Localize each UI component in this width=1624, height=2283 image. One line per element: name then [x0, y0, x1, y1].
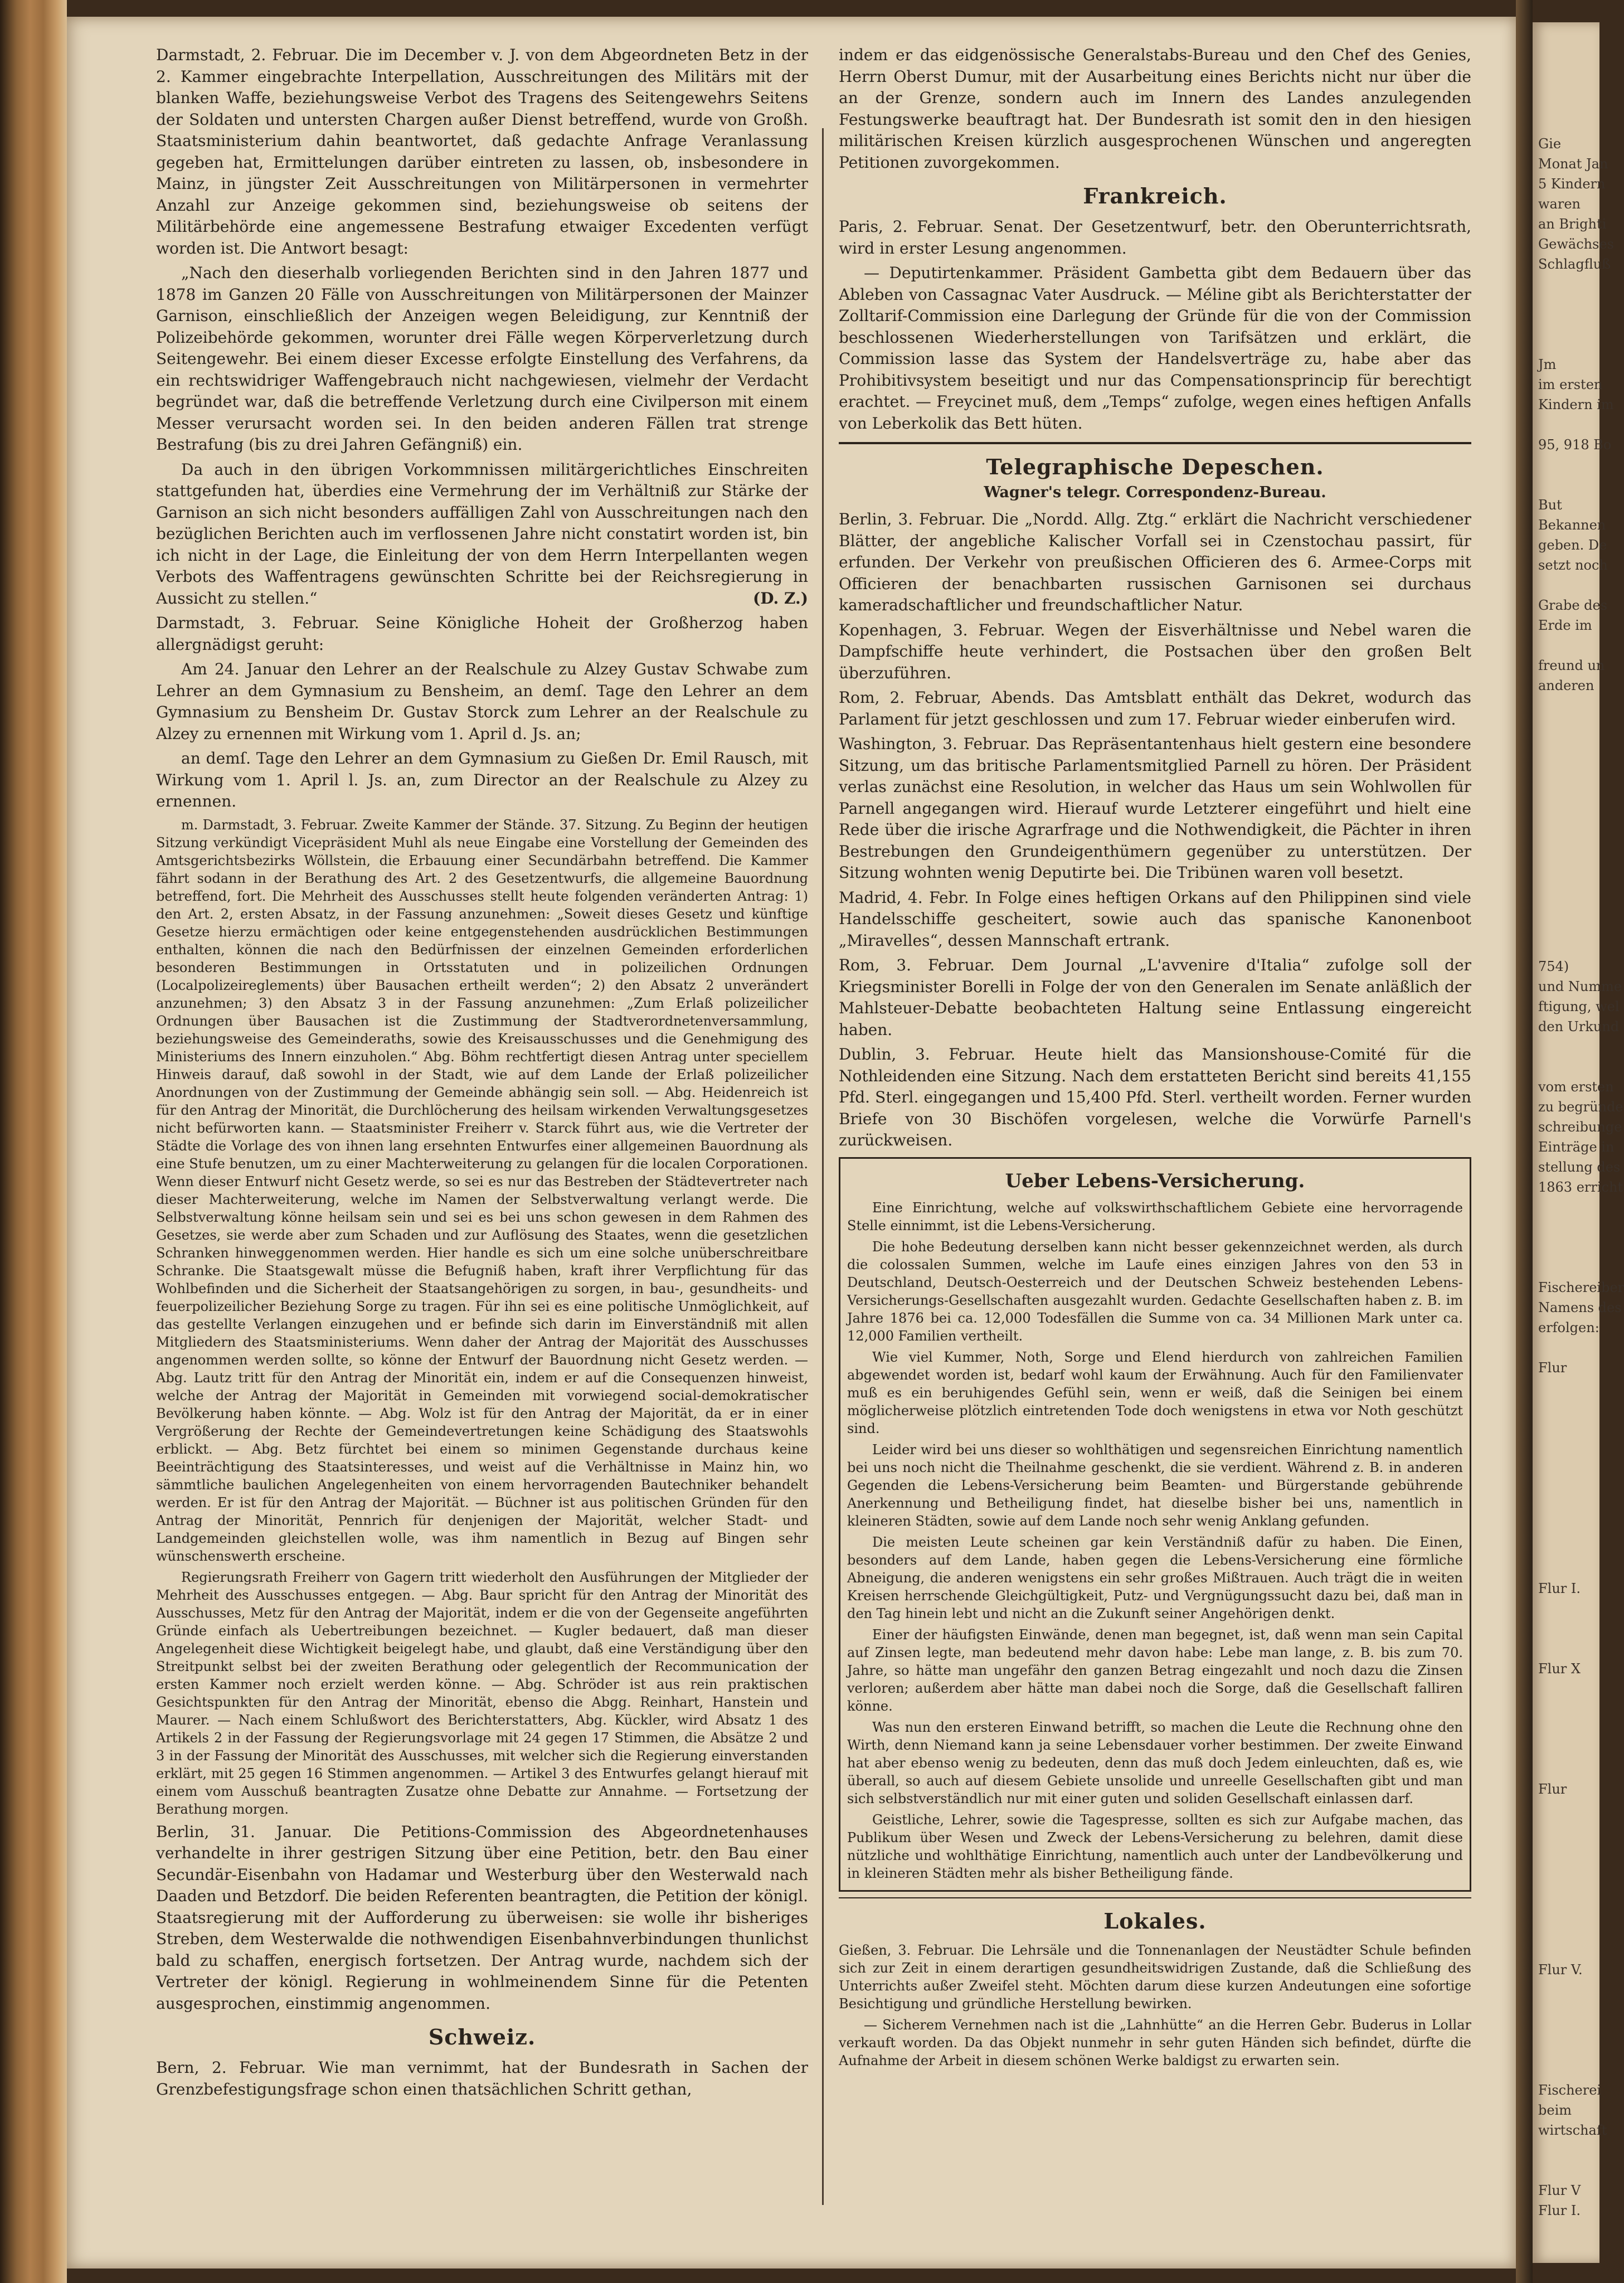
article-darmstadt-appointments: Darmstadt, 3. Februar. Seine Königliche Hoheit der Großherzog haben allergnädigst geruht: — [156, 614, 808, 654]
local-giessen-schule: Gießen, 3. Februar. Die Lehrsäle und die Tonnenanlagen der Neustädter Schule befinden sich zur Zeit in einem derartigen gesundheitswidrigen Zustande, daß die Schließung des Unterrichts außer Zweifel steht. Möchten darum diese kurzen Andeutungen eine sofortige Besichtigung und gründliche Herstellung bewirken. — [839, 1942, 1471, 2012]
section-heading-lokales: Lokales. — [1103, 1908, 1207, 1934]
article-box-lebensversicherung — [839, 1157, 1471, 1892]
source-signature: (D. Z.) — [753, 589, 808, 608]
article-paris-deputirte: — Deputirtenkammer. Präsident Gambetta gibt dem Bedauern über das Ableben von Cassagnac Vater Ausdruck. — Méline gibt als Berichterstatter der Zolltarif-Commission eine Darlegung der Gründe für die von der Commission beschlossenen Wiederherstellungen von Tarifsätzen und erklärt, die Commission lasse das System der Handelsverträge zu, habe aber das Prohibitivsystem beseitigt und nur das Compensationsprincip für berechtigt erachtet. — Freycinet muß, dem „Temps“ zufolge, wegen eines heftigen Anfalls von Leberkolik das Bett hüten. — [839, 264, 1471, 433]
telegram-dublin: Dublin, 3. Februar. Heute hielt das Mansionshouse-Comité für die Nothleidenden eine Sitzung. Nach dem erstatteten Bericht sind bereits 41,155 Pfd. Sterl. eingegangen und 15,400 Pfd. Sterl. vertheilt worden. Ferner wurden Briefe von 30 Bischöfen vorgelesen, welche die Vorwürfe Parnell's zurückweisen. — [839, 1045, 1471, 1149]
telegram-berlin: Berlin, 3. Februar. Die „Nordd. Allg. Ztg.“ erklärt die Nachricht verschiedener Blätter, der angebliche Kalischer Vorfall sei in Czenstochau passirt, für erfunden. Der Verkehr von preußischen Officieren des 6. Armee-Corps mit Officieren der benachbarten russischen Garnisonen sei durchaus kameradschaftlicher und freundschaftlicher Natur. — [839, 510, 1471, 614]
leben-para-5: Die meisten Leute scheinen gar kein Verständniß dafür zu haben. Die Einen, besonders auf dem Lande, haben gegen die Lebens-Versicherung eine förmliche Abneigung, die anderen wenigstens ein sehr großes Mißtrauen. Auch trägt die in weiten Kreisen herrschende Gleichgültigkeit, Putz- und Vergnügungssucht dazu bei, daß man in den Tag hinein lebt und nicht an die Zukunft seiner Angehörigen denkt. — [847, 1534, 1463, 1621]
right-column — [839, 45, 1471, 2233]
section-rule — [839, 442, 1471, 444]
leben-para-1: Eine Einrichtung, welche auf volkswirthschaftlichem Gebiete eine hervorragende Stelle einnimmt, ist die Lebens-Versicherung. — [847, 1199, 1463, 1233]
adjacent-page-edge — [1533, 22, 1624, 2263]
article-bern-cont: indem er das eidgenössische Generalstabs-Bureau und den Chef des Genies, Herrn Oberst Dumur, mit der Ausarbeitung eines Berichts nicht nur über die an der Grenze, sondern auch im Innern des Landes anzulegenden Festungswerke beauftragt hat. Der Bundesrath ist somit den in den hiesigen militärischen Kreisen kürzlich ausgesprochenen Wünschen und angeregten Petitionen zuvorgekommen. — [839, 46, 1471, 172]
section-rule-lokales — [839, 1897, 1471, 1898]
leben-para-6: Einer der häufigsten Einwände, denen man begegnet, ist, daß wenn man sein Capital auf Zinsen legte, man bedeutend mehr davon habe: Lebe man lange, z. B. bis zum 70. Jahre, so hätte man ungefähr den ganzen Betrag eingezahlt und noch dazu die Zinsen verloren; außerdem aber hätte man dabei noch die Sorge, daß die Gesellschaft falliren könne. — [847, 1626, 1463, 1714]
local-lahnhuette: — Sicherem Vernehmen nach ist die „Lahnhütte“ an die Herren Gebr. Buderus in Lollar verkauft worden. Da das Objekt nunmehr in sehr guten Händen sich befindet, dürfte die Aufnahme der Arbeit in diesem schönen Werke baldigst zu erwarten sein. — [839, 2017, 1471, 2068]
telegram-rom-2: Rom, 3. Februar. Dem Journal „L'avvenire d'Italia“ zufolge soll der Kriegsminister Borelli in Folge der von den Generalen im Senate anläßlich der Mahlsteuer-Debatte beobachteten Haltung seine Entlassung eingereicht haben. — [839, 956, 1471, 1039]
quoted-answer-cont — [156, 459, 808, 610]
appointment-2: an demſ. Tage den Lehrer an dem Gymnasium zu Gießen Dr. Emil Rausch, mit Wirkung vom 1. April l. Js. an, zum Director an der Realschule zu Alzey zu ernennen. — [156, 749, 808, 810]
article-paris-senat: Paris, 2. Februar. Senat. Der Gesetzentwurf, betr. den Oberunterrichtsrath, wird in erster Lesung angenommen. — [839, 217, 1471, 258]
leben-para-8: Geistliche, Lehrer, sowie die Tagespresse, sollten es sich zur Aufgabe machen, das Publikum über Wesen und Zweck der Lebens-Versicherung zu belehren, damit diese nützliche und wohlthätige Einrichtung, namentlich auch unter der Landbevölkerung und in kleineren Städten mehr als bisher Betheiligung fände. — [847, 1811, 1463, 1881]
book-binding — [0, 0, 67, 2283]
leben-para-4: Leider wird bei uns dieser so wohlthätigen und segensreichen Einrichtung namentlich bei uns noch nicht die Theilnahme geschenkt, die sie verdient. Während z. B. in anderen Gegenden die Lebens-Versicherung beim Beamten- und Bürgerstande gebührende Anerkennung und Betheiligung findet, hat dieselbe bisher bei uns, namentlich in kleineren Städten, sowie auf dem Lande noch sehr wenig Anklang gefunden. — [847, 1441, 1463, 1529]
telegram-washington: Washington, 3. Februar. Das Repräsentantenhaus hielt gestern eine besondere Sitzung, um das britische Parlamentsmitglied Parnell zu hören. Der Präsident verlas zunächst eine Resolution, in welcher das Haus um sein Wohlwollen für Parnell angegangen wird. Hierauf wurde Letzterer eingeführt und hielt eine Rede über die irische Agrarfrage und die Nothwendigkeit, die Pächter in ihren Bestrebungen den Grundeigenthümern gegenüber zu unterstützen. Der Sitzung wohnten wenig Deputirte bei. Die Tribünen waren voll besetzt. — [839, 735, 1471, 882]
left-column — [156, 45, 808, 2233]
section-heading-telegramme: Telegraphische Depeschen. — [986, 454, 1324, 479]
section-heading-frankreich: Frankreich. — [1083, 183, 1227, 208]
column-divider — [822, 128, 824, 2205]
adjacent-page-text: Gie Monat Jan 5 Kindern waren an Brighti Gewächses Schlagfluß Jm im ersten Kindern im 95, 918 Bo But Bekannen geben. De setzt noch Grabe des Erde im freund un anderen 754) und Numme ftigung, wel den Urkund vom ersten zu begründe schreibunge Einträge in stellung des 1863 erricht Fischereiber Namens des erfolgen: Flur Flur I. Flur X Flur Flur V. Fischerei beim wirtschaft Flur V Flur I. — [1538, 136, 1624, 2218]
article-darmstadt-interpellation: Darmstadt, 2. Februar. Die im December v. J. von dem Abgeordneten Betz in der 2. Kammer eingebrachte Interpellation, Ausschreitungen des Militärs mit der blanken Waffe, beziehungsweise Verbot des Tragens des Seitengewehrs Seitens der Soldaten und untersten Chargen außer Dienst betreffend, wurde von Großh. Staatsministerium dahin beantwortet, daß gedachte Anfrage Veranlassung gegeben hat, Ermittelungen darüber eintreten zu lassen, ob, insbesondere in Mainz, in jüngster Zeit Ausschreitungen von Militärpersonen in vermehrter Anzahl zur Anzeige gekommen sind, beziehungsweise ob seitens der Militärbehörde eine angemessene Bestrafung etwaiger Excedenten verfügt worden ist. Die Antwort besagt: — [156, 46, 808, 258]
heading-lebensversicherung: Ueber Lebens-Versicherung. — [1005, 1169, 1305, 1192]
article-berlin-petition: Berlin, 31. Januar. Die Petitions-Commission des Abgeordnetenhauses verhandelte in ihrer gestrigen Sitzung über eine Petition, betr. den Bau einer Secundär-Eisenbahn von Hadamar und Westerburg über den Westerwald nach Daaden und Betzdorf. Die beiden Referenten beantragten, die Petition der königl. Staatsregierung mit der Aufforderung zu überweisen: sie wolle ihr bisheriges Streben, dem Westerwalde die nothwendigen Eisenbahnverbindungen thunlichst bald zu schaffen, energisch fortsetzen. Der Antrag wurde, nachdem sich der Vertreter der königl. Regierung in wohlmeinendem Sinne für die Petenten ausgesprochen, einstimmig angenommen. — [156, 1822, 808, 2013]
appointment-1: Am 24. Januar den Lehrer an der Realschule zu Alzey Gustav Schwabe zum Lehrer an dem Gymnasium zu Bensheim, an demſ. Tage den Lehrer an dem Gymnasium zu Bensheim Dr. Gustav Storck zum Lehrer an der Realschule zu Alzey zu ernennen mit Wirkung vom 1. April d. Js. an; — [156, 660, 808, 743]
quoted-answer: „Nach den dieserhalb vorliegenden Berichten sind in den Jahren 1877 und 1878 im Ganzen 20 Fälle von Ausschreitungen von Militärpersonen der Mainzer Garnison, einschließlich der Anzeigen wegen Beleidigung, zur Kenntniß der Polizeibehörde gekommen, worunter drei Fälle wegen Körperverletzung durch Seitengewehr. Bei einem dieser Excesse erfolgte Einstellung des Verfahrens, da ein rechtswidriger Waffengebrauch nicht nachgewiesen, vielmehr der Verdacht begründet war, daß die betreffende Verletzung durch eine Civilperson mit einem Messer verursacht worden sei. In den beiden anderen Fällen trat strenge Bestrafung (bis zu drei Jahren Gefängniß) ein. — [156, 264, 808, 454]
telegram-madrid: Madrid, 4. Febr. In Folge eines heftigen Orkans auf den Philippinen sind viele Handelsschiffe gescheitert, sowie auch das spanische Kanonenboot „Miravelles“, dessen Mannschaft ertrank. — [839, 888, 1471, 950]
leben-para-7: Was nun den ersteren Einwand betrifft, so machen die Leute die Rechnung ohne den Wirth, denn Niemand kann ja seine Lebensdauer vorher bestimmen. Der zweite Einwand hat aber ebenso wenig zu bedeuten, denn das muß doch Jedem einleuchten, daß es, wie überall, so auch auf diesem Gebiete unsolide und unreelle Gesellschaften gibt und man sich selbstverständlich nur mit einer guten und soliden Gesellschaft einlassen darf. — [847, 1719, 1463, 1806]
article-kammer-sitzung-cont: Regierungsrath Freiherr von Gagern tritt wiederholt den Ausführungen der Mitglieder der Mehrheit des Ausschusses entgegen. — Abg. Baur spricht für den Antrag der Minorität des Ausschusses, Metz für den Antrag der Majorität, indem er die von der Gegenseite angeführten Gründe einfach als Uebertreibungen bezeichnet. — Kugler bedauert, daß man dieser Angelegenheit diese Wichtigkeit beigelegt habe, und glaubt, daß eine Verständigung über den Streitpunkt selbst bei der zweiten Berathung oder gelegentlich der Recommunication der ersten Kammer noch erzielt werden könne. — Abg. Schröder ist aus rein praktischen Gesichtspunkten für den Antrag der Minorität, ebenso die Abgg. Reinhart, Hanstein und Maurer. — Nach einem Schlußwort des Berichterstatters, Abg. Kückler, wird Absatz 1 des Artikels 2 in der Fassung der Regierungsvorlage mit 24 gegen 17 Stimmen, die Absätze 2 und 3 in der Fassung der Minorität des Ausschusses, mit welcher sich die Regierung einverstanden erklärt, mit 25 gegen 16 Stimmen angenommen. — Artikel 3 des Entwurfes gelangt hierauf mit einem vom Ausschuß beantragten Zusatze ohne Debatte zur Annahme. — Fortsetzung der Berathung morgen. — [156, 1569, 808, 1817]
telegraph-bureau: Wagner's telegr. Correspondenz-Bureau. — [984, 484, 1326, 501]
quoted-answer-text: Da auch in den übrigen Vorkommnissen militärgerichtliches Einschreiten stattgefunden hat, überdies eine Vermehrung der im Verhältniß zur Stärke der Garnison an sich nicht besonders auffälligen Zahl von Ausschreitungen nach den bezüglichen Berichten auch im verflossenen Jahre nicht constatirt worden ist, bin ich nicht in der Lage, die Einleitung der von dem Herrn Interpellanten wegen Verbots des Waffentragens gewünschten Schritte bei der Reichsregierung in Aussicht zu stellen.“ — [156, 460, 808, 608]
page-gutter — [1516, 0, 1533, 2283]
telegram-kopenhagen: Kopenhagen, 3. Februar. Wegen der Eisverhältnisse und Nebel waren die Dampfschiffe heute verhindert, die Postsachen über den großen Belt überzuführen. — [839, 620, 1471, 682]
leben-para-3: Wie viel Kummer, Noth, Sorge und Elend hierdurch von zahlreichen Familien abgewendet worden ist, bedarf wohl kaum der Erwähnung. Auch für den Familienvater muß es ein beruhigendes Gefühl sein, wenn er weiß, daß die Seinigen bei einem möglicherweise plötzlich eintretenden Tode doch wenigstens in etwa vor Noth geschützt sind. — [847, 1349, 1463, 1436]
section-heading-schweiz: Schweiz. — [428, 2024, 536, 2049]
article-bern: Bern, 2. Februar. Wie man vernimmt, hat der Bundesrath in Sachen der Grenzbefestigungsfrage schon einen thatsächlichen Schritt gethan, — [156, 2058, 808, 2099]
telegram-rom-1: Rom, 2. Februar, Abends. Das Amtsblatt enthält das Dekret, wodurch das Parlament für jetzt geschlossen und zum 17. Februar wieder einberufen wird. — [839, 688, 1471, 728]
article-kammer-sitzung: m. Darmstadt, 3. Februar. Zweite Kammer der Stände. 37. Sitzung. Zu Beginn der heutigen Sitzung verkündigt Vicepräsident Muhl als neue Eingabe eine Vorstellung der Gemeinden des Amtsgerichtsbezirks Wöllstein, die Erbauung einer Secundärbahn betreffend. Die Kammer fährt sodann in der Berathung des Art. 2 des Gesetzentwurfs, die allgemeine Bauordnung betreffend, fort. Die Mehrheit des Ausschusses stellt heute folgenden veränderten Antrag: 1) den Art. 2, ersten Absatz, in der Fassung anzunehmen: „Soweit dieses Gesetz und künftige Gesetze hierzu ermächtigen oder keine entgegenstehenden ausdrücklichen Bestimmungen enthalten, können die nach den Bedürfnissen der einzelnen Gemeinden erforderlichen besonderen Bestimmungen in Ortsstatuten und in polizeilichen Ordnungen (Localpolizeireglements) über Bausachen ertheilt werden“; 2) den Absatz 2 unverändert anzunehmen; 3) den Absatz 3 in der Fassung anzunehmen: „Zum Erlaß polizeilicher Ordnungen über Bausachen ist die Zustimmung der Stadtverordnetenversammlung, beziehungsweise des Gemeinderaths, sowie des Kreisausschusses und die Genehmigung des Ministeriums des Innern einzuholen.“ Abg. Böhm rechtfertigt diesen Antrag unter speciellem Hinweis darauf, daß sowohl in der Stadt, wie auf dem Lande der Erlaß polizeilicher Anordnungen von der Zustimmung der Gemeinde abhängig sein soll. — Abg. Heidenreich ist für den Antrag der Minorität, die Durchlöcherung des heilsam wirkenden Verwaltungsgesetzes nicht befürworten kann. — Staatsminister Freiherr v. Starck führt aus, wie die Vertreter der Städte die Vorlage des von ihnen lang ersehnten Entwurfes einer allgemeinen Bauordnung als eine Stufe benutzen, um zu einer Machterweiterung zu gelangen für die localen Corporationen. Wenn dieser Entwurf nicht Gesetz werde, so sei es nur das Bestreben der Städtevertreter nach dieser Machterweiterung, welche im Namen der Selbstverwaltung verlangt werde. Die Selbstverwaltung könne heilsam sein und sei es bei uns schon gewesen in dem Rahmen des Gesetzes, sie werde aber zum Schaden und zur Auflösung des Staates, wenn die gesetzlichen Schranken hinweggenommen werden. Hier handle es sich um eine solche unüberschreitbare Schranke. Die Staatsgewalt müsse die Befugniß haben, kraft ihrer Verpflichtung für das Wohlbefinden und die Sicherheit der Staatsangehörigen zu sorgen, in bau-, gesundheits- und feuerpolizeilicher Beziehung Sorge zu tragen. Für ihn sei es eine politische Unmöglichkeit, auf das gestellte Verlangen einzugehen und er befinde sich darin im Einverständniß mit allen Mitgliedern des Staatsministeriums. Wenn daher der Antrag der Majorität des Ausschusses angenommen werden sollte, so könne der Entwurf der Bauordnung nicht Gesetz werden. — Abg. Lautz tritt für den Antrag der Minorität ein, indem er auf die Consequenzen hinweist, welche der Antrag der Majorität in Gemeinden mit vorwiegend social-demokratischer Bevölkerung haben könnte. — Abg. Wolz ist für den Antrag der Majorität, da er in einer Vergrößerung der Rechte der Gemeindevertretungen keine Schädigung des Staatswohls erblickt. — Abg. Betz fürchtet bei einem so minimen Gegenstande durchaus keine Beeinträchtigung des Staatsinteresses, und weist auf die Verhältnisse in Mainz hin, wo sämmtliche baulichen Angelegenheiten von einem hervorragenden Bautechniker behandelt werden. Er ist für den Antrag der Majorität. — Büchner ist aus politischen Gründen für den Antrag der Minorität, Pennrich für denjenigen der Majorität, welcher Stadt- und Landgemeinden gleichstellen wolle, was ihm namentlich in Bezug auf Bingen sehr wünschenswerth erscheine. — [156, 817, 808, 1564]
leben-para-2: Die hohe Bedeutung derselben kann nicht besser gekennzeichnet werden, als durch die colossalen Summen, welche im Laufe eines einzigen Jahres von den 53 in Deutschland, Deutsch-Oesterreich und der Deutschen Schweiz bestehenden Lebens-Versicherungs-Gesellschaften ausgezahlt wurden. Gedachte Gesellschaften haben z. B. im Jahre 1876 bei ca. 12,000 Todesfällen die Summe von ca. 34 Millionen Mark unter ca. 12,000 Familien vertheilt. — [847, 1238, 1463, 1344]
